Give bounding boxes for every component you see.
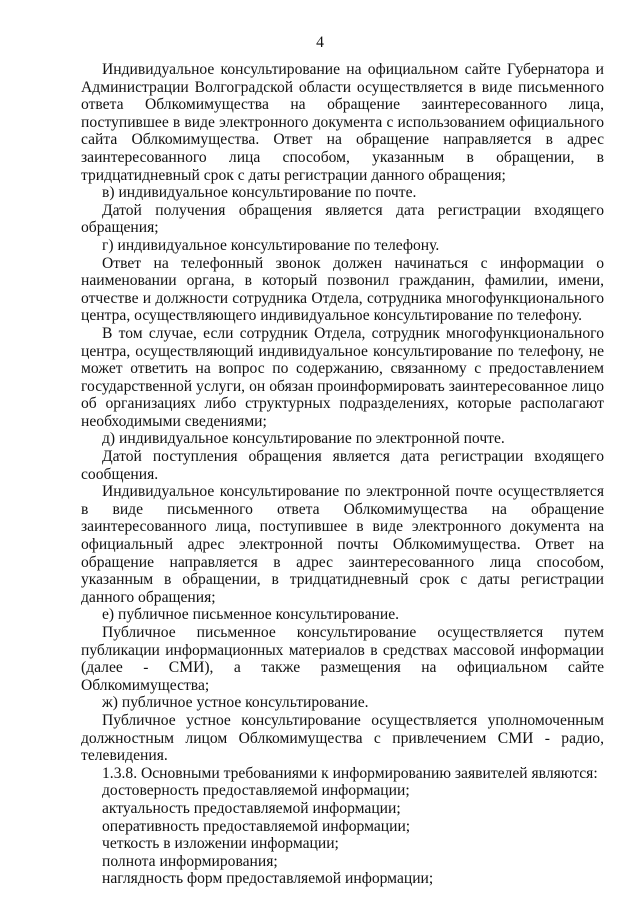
paragraph: г) индивидуальное консультирование по телефону. xyxy=(102,236,440,254)
paragraph: Индивидуальное консультирование по электронной почте осуществляется в виде письменного ответа Облкомимущества на обращение заинтересованного лица, поступившее в виде электронного документа на официальный адрес электронной почты Облкомимущества. Ответ на обращение направляется в адрес заинтересованного лица способом, указанным в обращении, в тридцатидневный срок с даты регистрации данного обращения; xyxy=(81,483,604,606)
paragraph: 1.3.8. Основными требованиями к информированию заявителей являются: xyxy=(102,764,598,782)
list-item: достоверность предоставляемой информации; xyxy=(102,782,410,800)
paragraph: е) публичное письменное консультирование. xyxy=(102,606,400,624)
list-item: четкость в изложении информации; xyxy=(102,835,339,853)
page-number: 4 xyxy=(316,34,324,51)
paragraph: в) индивидуальное консультирование по почте. xyxy=(102,184,417,202)
list-item: оперативность предоставляемой информации; xyxy=(102,817,411,835)
paragraph: Публичное письменное консультирование осуществляется путем публикации информационных материалов в средствах массовой информации (далее - СМИ), а также размещения на официальном сайте Облкомимущества; xyxy=(81,624,604,694)
list-item: актуальность предоставляемой информации; xyxy=(102,799,401,817)
list-item: полнота информирования; xyxy=(102,852,278,870)
paragraph: Индивидуальное консультирование на официальном сайте Губернатора и Администрации Волгоградской области осуществляется в виде письменного ответа Облкомимущества на обращение заинтересованного лица, поступившее в виде электронного документа с использованием официального сайта Облкомимущества. Ответ на обращение направляется в адрес заинтересованного лица способом, указанным в обращении, в тридцатидневный срок с даты регистрации данного обращения; xyxy=(81,61,604,184)
paragraph: Ответ на телефонный звонок должен начинаться с информации о наименовании органа, в который позвонил гражданин, фамилии, имени, отчестве и должности сотрудника Отдела, сотрудника многофункционального центра, осуществляющего индивидуальное консультирование по телефону. xyxy=(81,254,604,325)
list-item: наглядность форм предоставляемой информации; xyxy=(102,870,434,888)
paragraph: Датой поступления обращения является дата регистрации входящего сообщения. xyxy=(81,448,604,483)
paragraph: д) индивидуальное консультирование по электронной почте. xyxy=(102,430,505,448)
paragraph: Датой получения обращения является дата регистрации входящего обращения; xyxy=(81,201,604,237)
paragraph: Публичное устное консультирование осуществляется уполномоченным должностным лицом Облкомимущества с привлечением СМИ - радио, телевидения. xyxy=(81,711,604,765)
document-body xyxy=(81,61,604,888)
paragraph: В том случае, если сотрудник Отдела, сотрудник многофункционального центра, осуществляющий индивидуальное консультирование по телефону, не может ответить на вопрос по содержанию, связанному с предоставлением государственной услуги, он обязан проинформировать заинтересованное лицо об организациях либо структурных подразделениях, которые располагают необходимыми сведениями; xyxy=(81,324,604,430)
paragraph: ж) публичное устное консультирование. xyxy=(102,694,369,712)
